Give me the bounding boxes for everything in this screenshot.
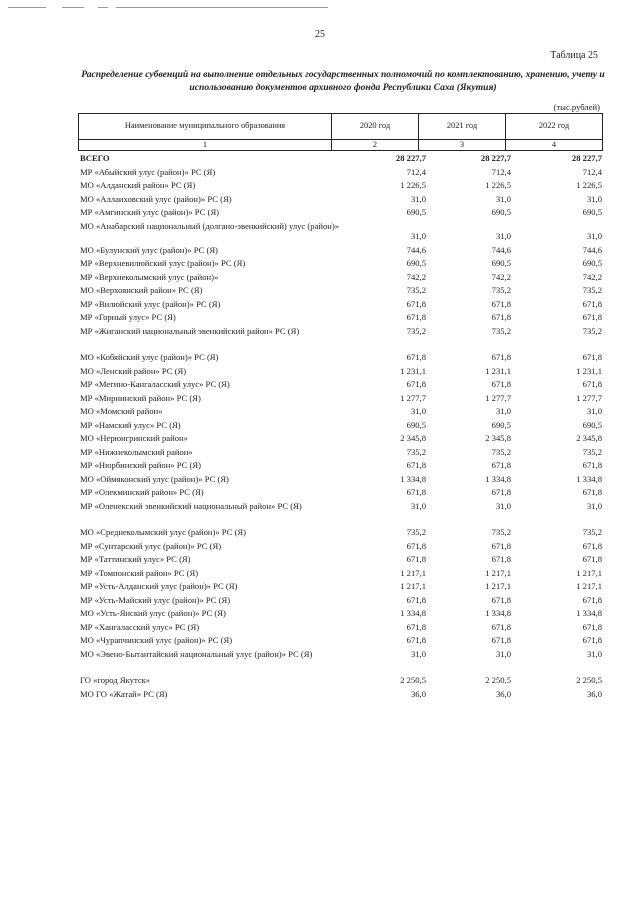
value-2021: 735,2 [491,285,511,295]
group-spacer [80,338,602,351]
table-row [80,446,602,460]
table-row [80,621,602,635]
value-2020: 690,5 [406,419,426,430]
municipality-name: МР «Олекминский район» РС (Я) [80,487,204,497]
value-2021: 735,2 [491,325,511,336]
municipality-name: МО «Анабарский национальный (долгано-эвенкийский) улус (район)» [80,220,340,231]
value-2020: 1 226,5 [400,180,426,190]
group-spacer [80,513,602,526]
value-2021: 671,8 [491,540,511,551]
value-2022: 744,6 [582,244,602,255]
municipality-name: МР «Томпонский район» РС (Я) [80,567,199,578]
municipality-name: МР «Абыйский улус (район)» РС (Я) [80,166,216,177]
value-2022: 36,0 [586,688,602,699]
value-2022: 671,8 [582,554,602,564]
value-2022: 671,8 [582,298,602,309]
municipality-name: МО «Усть-Янский улус (район)» РС (Я) [80,608,226,618]
header-2022: 2022 год [538,121,570,130]
municipality-name: МР «Мегино-Кангаласский улус» РС (Я) [80,379,230,389]
value-2020: 2 250,5 [400,675,426,685]
municipality-name: МО «Нерюнгринский район» [80,433,188,443]
table-row [80,179,602,193]
value-2022: 671,8 [582,312,602,322]
value-2021: 31,0 [495,193,511,204]
value-2022: 28 227,7 [571,153,602,163]
value-2022: 735,2 [582,325,602,336]
table-header [78,113,603,151]
value-2021: 31,0 [495,648,511,659]
municipality-name: МО «Кобяйский улус (район)» РС (Я) [80,352,219,362]
value-2020: 2 345,8 [400,433,426,443]
value-2021: 671,8 [491,298,511,309]
value-2021: 671,8 [491,487,511,497]
value-2021: 2 250,5 [485,675,511,685]
value-2022: 1 217,1 [576,581,602,591]
value-2020: 671,8 [406,379,426,389]
value-2022: 671,8 [582,540,602,551]
table-row [80,298,602,312]
value-2022: 1 231,1 [576,365,602,376]
value-2020: 31,0 [410,193,426,204]
value-2020: 671,8 [406,298,426,309]
value-2020: 735,2 [406,527,426,537]
value-2020: 744,6 [406,244,426,255]
value-2022: 1 334,8 [576,473,602,484]
value-2022: 690,5 [582,207,602,217]
value-2021: 742,2 [491,271,511,282]
table-row [80,594,602,608]
table-row [80,580,602,594]
page-number: 25 [315,29,325,40]
municipality-name: МО «Оймяконский улус (район)» РС (Я) [80,473,229,484]
value-2022: 671,8 [582,487,602,497]
value-2020: 1 277,7 [400,392,426,403]
value-2021: 735,2 [491,527,511,537]
table-row [80,271,602,285]
value-2021: 671,8 [491,554,511,564]
total-row [80,152,602,166]
municipality-name: МО «Булунский улус (район)» РС (Я) [80,244,218,255]
value-2020: 31,0 [410,500,426,511]
value-2020: 671,8 [406,487,426,497]
value-2022: 31,0 [586,230,602,241]
table-title: Распределение субвенций на выполнение отдельных государственных полномочий по комплектованию, хранению, учету и использованию документов архивного фонда Республики Саха (Якутия) [81,69,605,93]
value-2021: 1 334,8 [485,608,511,618]
value-2021: 690,5 [491,207,511,217]
value-2022: 2 345,8 [576,433,602,443]
municipality-name: МР «Оленекский эвенкийский национальный район» РС (Я) [80,500,302,511]
municipality-name: МР «Верхнеколымский улус (район)» [80,271,219,282]
table-row [80,392,602,406]
value-2020: 31,0 [410,230,426,241]
table-row [80,206,602,220]
municipality-name: МО «Аллаиховский улус (район)» РС (Я) [80,193,232,204]
value-2020: 36,0 [410,688,426,699]
value-2021: 2 345,8 [485,433,511,443]
value-2021: 671,8 [491,635,511,645]
table-row [80,540,602,554]
value-2021: 671,8 [491,621,511,632]
value-2020: 690,5 [406,258,426,268]
value-2021: 31,0 [495,406,511,416]
municipality-name: МО ГО «Жатай» РС (Я) [80,688,168,699]
municipality-name: МО «Среднеколымский улус (район)» РС (Я) [80,527,247,537]
municipality-name: МО «Ленский район» РС (Я) [80,365,187,376]
value-2022: 1 334,8 [576,608,602,618]
value-2022: 1 217,1 [576,567,602,578]
municipality-name: МР «Жиганский национальный эвенкийский район» РС (Я) [80,325,300,336]
value-2020: 735,2 [406,446,426,457]
municipality-name: МР «Таттинский улус» РС (Я) [80,554,191,564]
unit-label: (тыс.рублей) [553,102,600,112]
column-number: 3 [459,140,465,149]
value-2020: 31,0 [410,406,426,416]
value-2020: 671,8 [406,554,426,564]
value-2021: 690,5 [491,419,511,430]
table-row [80,432,602,446]
municipality-name: МР «Нижнеколымский район» [80,446,193,457]
table-row [80,419,602,433]
value-2021: 1 334,8 [485,473,511,484]
municipality-name: МР «Мирнинский район» РС (Я) [80,392,201,403]
value-2022: 735,2 [582,446,602,457]
table-row [80,486,602,500]
municipality-name: МР «Сунтарский улус (район)» РС (Я) [80,540,222,551]
value-2020: 1 217,1 [400,581,426,591]
table-row [80,193,602,207]
table-row [80,325,602,339]
value-2022: 735,2 [582,285,602,295]
column-number: 2 [372,140,378,149]
table-row [80,220,602,244]
value-2021: 36,0 [495,688,511,699]
table-row [80,244,602,258]
value-2021: 671,8 [491,379,511,389]
scan-artifact-line [98,7,108,8]
table-row [80,459,602,473]
municipality-name: МР «Верхневилюйский улус (район)» РС (Я) [80,258,246,268]
table-row [80,567,602,581]
value-2021: 1 217,1 [485,581,511,591]
value-2021: 671,8 [491,352,511,362]
municipality-name: МО «Момский район» [80,406,163,416]
value-2020: 671,8 [406,540,426,551]
municipality-name: МР «Нюрбинский район» РС (Я) [80,460,201,470]
scan-artifact-line [62,7,84,8]
municipality-name: МР «Усть-Майский улус (район)» РС (Я) [80,594,231,605]
value-2022: 31,0 [586,500,602,511]
value-2021: 671,8 [491,460,511,470]
value-2022: 671,8 [582,635,602,645]
table-row [80,166,602,180]
table-body [80,152,602,701]
table-row [80,473,602,487]
table-row [80,257,602,271]
value-2020: 1 334,8 [400,608,426,618]
value-2022: 735,2 [582,527,602,537]
value-2020: 1 334,8 [400,473,426,484]
municipality-name: МР «Горный улус» РС (Я) [80,312,176,322]
value-2021: 1 277,7 [485,392,511,403]
value-2022: 671,8 [582,460,602,470]
value-2021: 28 227,7 [480,153,511,163]
value-2022: 742,2 [582,271,602,282]
municipality-name: МР «Вилюйский улус (район)» РС (Я) [80,298,221,309]
table-row [80,365,602,379]
table-row [80,634,602,648]
value-2022: 31,0 [586,193,602,204]
value-2021: 1 231,1 [485,365,511,376]
value-2021: 671,8 [491,312,511,322]
value-2022: 671,8 [582,379,602,389]
value-2022: 690,5 [582,419,602,430]
value-2020: 1 231,1 [400,365,426,376]
value-2022: 1 226,5 [576,180,602,190]
municipality-name: МО «Алданский район» РС (Я) [80,180,196,190]
municipality-name: МР «Амгинский улус (район)» РС (Я) [80,207,220,217]
table-row [80,500,602,514]
value-2020: 671,8 [406,594,426,605]
value-2020: 690,5 [406,207,426,217]
value-2022: 2 250,5 [576,675,602,685]
value-2021: 31,0 [495,500,511,511]
value-2022: 690,5 [582,258,602,268]
header-2020: 2020 год [359,121,391,130]
table-row [80,405,602,419]
value-2021: 744,6 [491,244,511,255]
municipality-name: ВСЕГО [80,153,110,163]
value-2020: 1 217,1 [400,567,426,578]
value-2022: 671,8 [582,621,602,632]
table-row [80,553,602,567]
value-2020: 671,8 [406,621,426,632]
value-2022: 31,0 [586,406,602,416]
municipality-name: МО «Верхоянский район» РС (Я) [80,285,203,295]
value-2020: 31,0 [410,648,426,659]
table-row [80,688,602,702]
scan-artifact-line [8,7,46,8]
scan-artifact-line [116,7,328,8]
value-2021: 690,5 [491,258,511,268]
value-2020: 671,8 [406,635,426,645]
value-2020: 671,8 [406,312,426,322]
value-2022: 671,8 [582,594,602,605]
table-label: Таблица 25 [550,50,598,61]
value-2020: 671,8 [406,460,426,470]
municipality-name: МО «Эвено-Бытантайский национальный улус (район)» РС (Я) [80,648,313,659]
municipality-name: ГО «город Якутск» [80,675,151,685]
header-name: Наименование муниципального образования [124,121,286,130]
table-row [80,284,602,298]
value-2020: 28 227,7 [395,153,426,163]
value-2021: 735,2 [491,446,511,457]
table-row [80,674,602,688]
municipality-name: МР «Намский улус» РС (Я) [80,419,181,430]
value-2022: 712,4 [582,166,602,177]
value-2021: 712,4 [491,166,511,177]
value-2020: 742,2 [406,271,426,282]
value-2021: 671,8 [491,594,511,605]
table-row [80,311,602,325]
value-2020: 735,2 [406,285,426,295]
value-2020: 671,8 [406,352,426,362]
municipality-name: МО «Чурапчинский улус (район)» РС (Я) [80,635,233,645]
value-2021: 1 217,1 [485,567,511,578]
table-row [80,526,602,540]
group-spacer [80,661,602,674]
table-row [80,378,602,392]
value-2021: 31,0 [495,230,511,241]
value-2022: 1 277,7 [576,392,602,403]
value-2022: 671,8 [582,352,602,362]
column-number: 1 [202,140,208,149]
value-2020: 735,2 [406,325,426,336]
table-row [80,648,602,662]
column-number: 4 [551,140,557,149]
municipality-name: МР «Хангаласский улус» РС (Я) [80,621,200,632]
header-2021: 2021 год [446,121,478,130]
municipality-name: МР «Усть-Алданский улус (район)» РС (Я) [80,581,238,591]
value-2021: 1 226,5 [485,180,511,190]
table-row [80,351,602,365]
value-2020: 712,4 [406,166,426,177]
value-2022: 31,0 [586,648,602,659]
table-row [80,607,602,621]
